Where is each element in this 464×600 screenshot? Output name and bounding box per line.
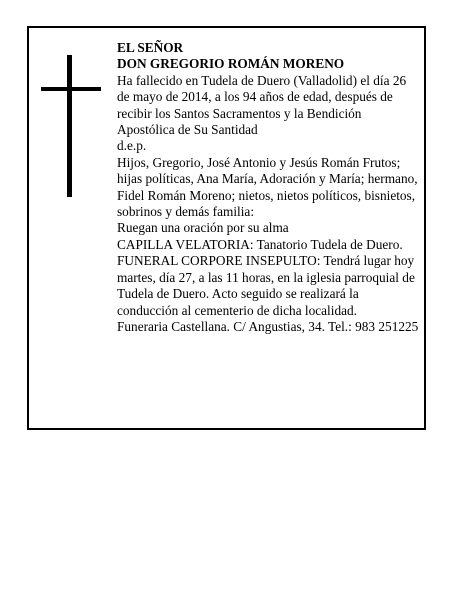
funeral-home-info: Funeraria Castellana. C/ Angustias, 34. Tel.: 983 251225 [117, 318, 419, 334]
funeral-info: FUNERAL CORPORE INSEPULTO: Tendrá lugar hoy martes, día 27, a las 11 horas, en la iglesia parroquial de Tudela de Duero. Acto seguido se realizará la conducción al cementerio de dicha localidad. [117, 253, 415, 318]
notice-heading: EL SEÑOR [117, 40, 184, 55]
prayer-request: Ruegan una oración por su alma [117, 220, 289, 236]
cross-vertical-bar [67, 55, 72, 197]
cross-horizontal-bar [41, 87, 101, 91]
cross-icon [41, 55, 101, 197]
chapel-info: CAPILLA VELATORIA: Tanatorio Tudela de Duero. [117, 236, 403, 252]
obituary-text [117, 40, 421, 335]
family-list: Hijos, Gregorio, José Antonio y Jesús Román Frutos; hijas políticas, Ana María, Adoración y María; hermano, Fidel Román Moreno; nietos, nietos políticos, bisnietos, sobrinos y demás familia: [117, 154, 418, 220]
death-announcement: Ha fallecido en Tudela de Duero (Valladolid) el día 26 de mayo de 2014, a los 94 años de edad, después de recibir los Santos Sacramentos y la Bendición Apostólica de Su Santidad [117, 72, 407, 138]
deceased-name: DON GREGORIO ROMÁN MORENO [117, 56, 345, 72]
dep-line: d.e.p. [117, 138, 147, 154]
obituary-notice [27, 26, 426, 430]
